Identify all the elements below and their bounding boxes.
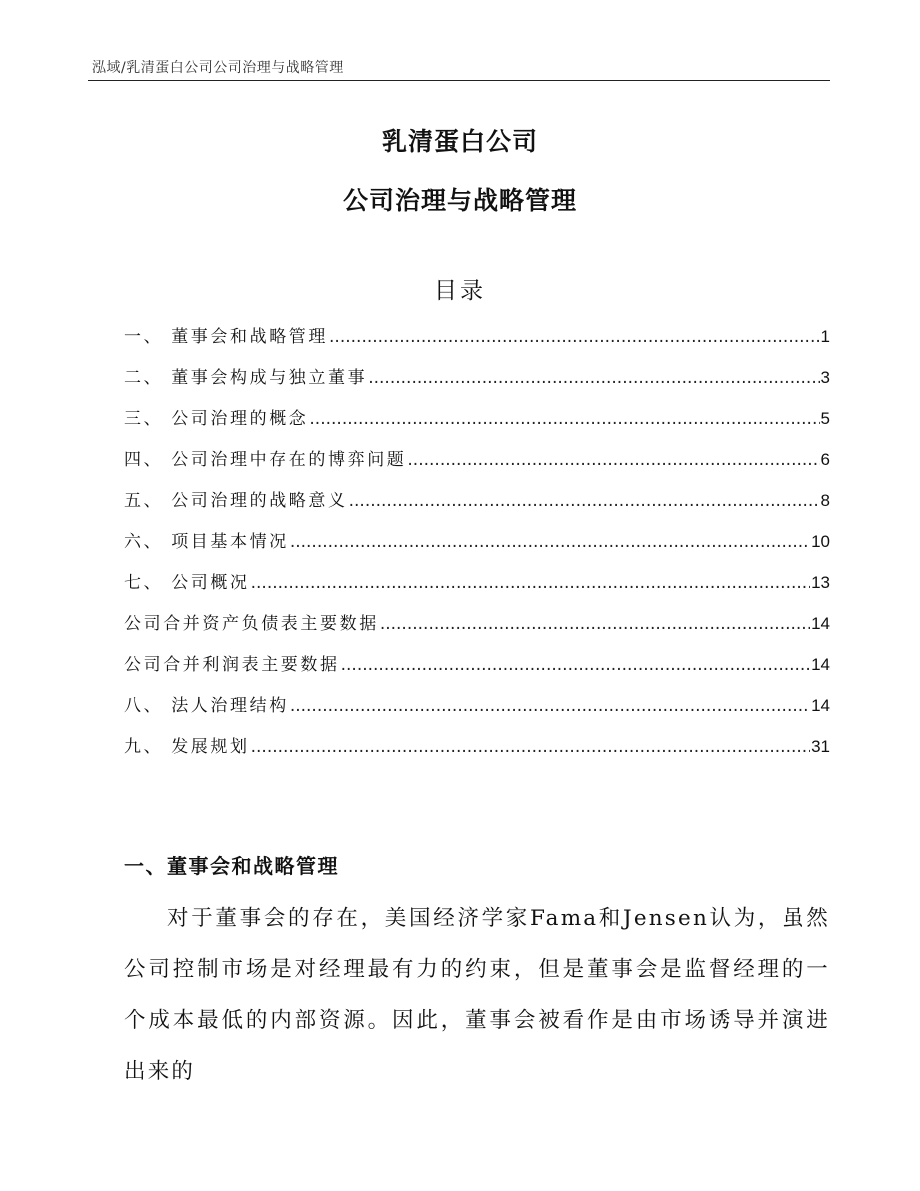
toc-entry-page: 5 (820, 409, 830, 428)
toc-entry-label: 六、 项目基本情况 (124, 532, 289, 552)
toc-leader (407, 445, 819, 475)
toc-entry-label: 五、 公司治理的战略意义 (124, 491, 348, 511)
document-title: 乳清蛋白公司 (381, 127, 538, 156)
toc-entry-page: 14 (811, 655, 830, 674)
header-divider (88, 80, 830, 81)
table-of-contents (124, 322, 830, 773)
toc-leader (329, 322, 820, 352)
toc-leader (349, 486, 820, 516)
toc-heading: 目录 (434, 278, 486, 304)
section-heading: 一、董事会和战略管理 (124, 854, 339, 878)
toc-entry-label: 公司合并利润表主要数据 (124, 655, 340, 675)
running-header: 泓域/乳清蛋白公司公司治理与战略管理 (92, 60, 344, 76)
toc-entry-label: 三、 公司治理的概念 (124, 409, 309, 429)
toc-entry-page: 31 (811, 737, 830, 756)
body-paragraph: 对于董事会的存在，美国经济学家Fama和Jensen认为，虽然公司控制市场是对经理最有力的约束，但是董事会是监督经理的一个成本最低的内部资源。因此，董事会被看作是由市场诱导并演进出来的 (124, 906, 830, 1084)
toc-entry-label: 公司合并资产负债表主要数据 (124, 614, 379, 634)
toc-leader (368, 363, 819, 393)
toc-leader (290, 527, 810, 557)
toc-entry-page: 10 (811, 532, 830, 551)
toc-entry-page: 13 (811, 573, 830, 592)
toc-entry[interactable] (124, 322, 830, 363)
toc-leader (251, 732, 810, 762)
toc-entry-page: 3 (820, 368, 830, 387)
toc-entry[interactable] (124, 691, 830, 732)
toc-entry[interactable] (124, 445, 830, 486)
toc-entry[interactable] (124, 568, 830, 609)
toc-entry-label: 七、 公司概况 (124, 573, 250, 593)
toc-entry-label: 一、 董事会和战略管理 (124, 327, 329, 347)
toc-entry[interactable] (124, 363, 830, 404)
toc-entry[interactable] (124, 609, 830, 650)
toc-entry-page: 1 (820, 327, 830, 346)
toc-entry-label: 八、 法人治理结构 (124, 696, 289, 716)
toc-leader (341, 650, 810, 680)
toc-leader (380, 609, 810, 639)
toc-entry-page: 8 (820, 491, 830, 510)
toc-entry-page: 14 (811, 614, 830, 633)
toc-entry-label: 四、 公司治理中存在的博弈问题 (124, 450, 407, 470)
toc-leader (309, 404, 819, 434)
toc-entry[interactable] (124, 527, 830, 568)
toc-entry-page: 14 (811, 696, 830, 715)
toc-entry-label: 九、 发展规划 (124, 737, 250, 757)
toc-leader (290, 691, 810, 721)
toc-entry[interactable] (124, 486, 830, 527)
toc-entry-label: 二、 董事会构成与独立董事 (124, 368, 368, 388)
toc-entry[interactable] (124, 404, 830, 445)
document-subtitle: 公司治理与战略管理 (342, 186, 577, 215)
toc-leader (251, 568, 810, 598)
toc-entry-page: 6 (820, 450, 830, 469)
toc-entry[interactable] (124, 650, 830, 691)
toc-entry[interactable] (124, 732, 830, 773)
